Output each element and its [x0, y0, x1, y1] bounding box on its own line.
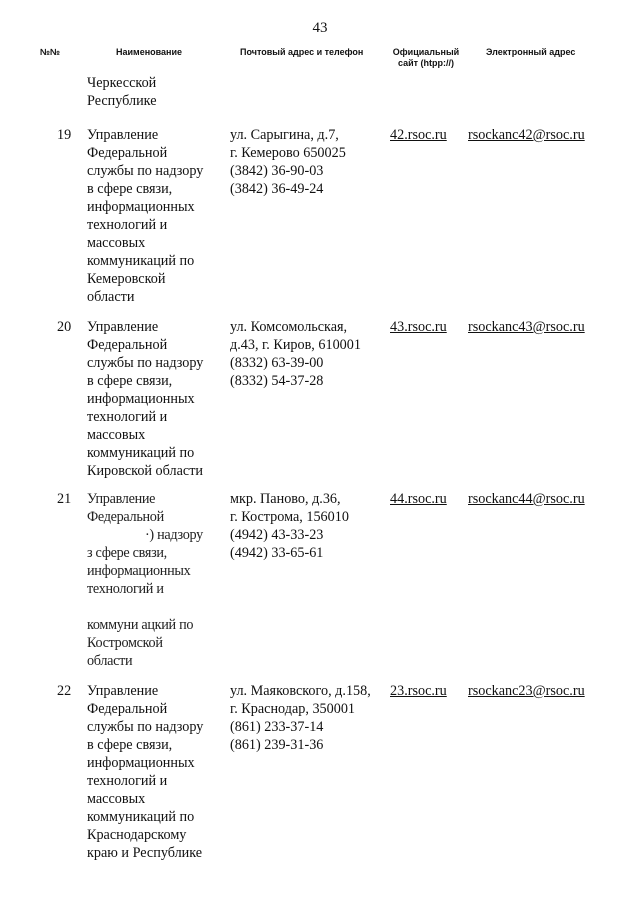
- name-line: Республике: [87, 93, 157, 109]
- name-line: информационных: [87, 391, 195, 407]
- row-number: 21: [57, 491, 72, 507]
- postal-address: [230, 682, 371, 754]
- name-line: технологий и: [87, 581, 164, 597]
- name-line: Управление: [87, 491, 156, 507]
- name-line: Федеральной: [87, 337, 168, 353]
- header-email: Электронный адрес: [486, 47, 576, 57]
- phone-line: (8332) 54-37-28: [230, 373, 324, 389]
- address-line: ул. Комсомольская,: [230, 319, 348, 335]
- address-line: ул. Сарыгина, д.7,: [230, 127, 339, 143]
- row-number: 19: [57, 127, 72, 143]
- name-line: Управление: [87, 683, 159, 699]
- name-line: в сфере связи,: [87, 737, 173, 753]
- name-line: Управление: [87, 319, 159, 335]
- header-site-line2: сайт (htpp://): [397, 58, 455, 68]
- name-line: коммуникаций по: [87, 253, 195, 269]
- name-line: Федеральной: [87, 145, 168, 161]
- name-line: области: [87, 653, 133, 669]
- address-line: д.43, г. Киров, 610001: [230, 337, 361, 353]
- name-line: службы по надзору: [87, 163, 204, 179]
- name-line: Федеральной: [87, 509, 164, 525]
- name-line: Костромской: [87, 635, 163, 651]
- name-line: Управление: [87, 127, 159, 143]
- email-link[interactable]: rsockanc44@rsoc.ru: [468, 491, 585, 507]
- phone-line: (3842) 36-90-03: [230, 163, 324, 179]
- postal-address: [230, 490, 349, 562]
- phone-line: (3842) 36-49-24: [230, 181, 324, 197]
- address-line: ул. Маяковского, д.158,: [230, 683, 371, 699]
- phone-line: (4942) 33-65-61: [230, 545, 324, 561]
- phone-line: (8332) 63-39-00: [230, 355, 324, 371]
- phone-line: (861) 233-37-14: [230, 719, 324, 735]
- organization-name: [87, 318, 203, 480]
- page-number: 43: [312, 20, 328, 36]
- organization-name: [87, 682, 203, 862]
- address-line: г. Кострома, 156010: [230, 509, 349, 525]
- name-line: службы по надзору: [87, 355, 204, 371]
- organization-name: [87, 490, 203, 670]
- website-link[interactable]: 44.rsoc.ru: [390, 491, 447, 507]
- email-link[interactable]: rsockanc42@rsoc.ru: [468, 127, 585, 143]
- continued-name-cell: [87, 74, 222, 110]
- name-line: технологий и: [87, 773, 168, 789]
- address-line: г. Краснодар, 350001: [230, 701, 356, 717]
- email-link[interactable]: rsockanc43@rsoc.ru: [468, 319, 585, 335]
- website-link[interactable]: 43.rsoc.ru: [390, 319, 447, 335]
- header-site: [382, 47, 470, 69]
- name-line: информационных: [87, 563, 191, 579]
- name-line: Краснодарскому: [87, 827, 187, 843]
- address-line: г. Кемерово 650025: [230, 145, 346, 161]
- name-line: массовых: [87, 427, 146, 443]
- header-address: Почтовый адрес и телефон: [240, 47, 364, 57]
- name-line: Кировской области: [87, 463, 203, 479]
- name-line: [87, 598, 203, 616]
- name-line: массовых: [87, 791, 146, 807]
- name-line: информационных: [87, 755, 195, 771]
- name-line: Кемеровской: [87, 271, 166, 287]
- name-line: технологий и: [87, 409, 168, 425]
- name-line: области: [87, 289, 135, 305]
- name-line: службы по надзору: [87, 719, 204, 735]
- name-line: краю и Республике: [87, 845, 203, 861]
- name-line: Черкесской: [87, 75, 157, 91]
- name-line: коммуни ацкий по: [87, 617, 194, 633]
- name-line: в сфере связи,: [87, 181, 173, 197]
- name-line: массовых: [87, 235, 146, 251]
- postal-address: [230, 318, 361, 390]
- website-link[interactable]: 42.rsoc.ru: [390, 127, 447, 143]
- name-line: коммуникаций по: [87, 809, 195, 825]
- website-link[interactable]: 23.rsoc.ru: [390, 683, 447, 699]
- header-name: Наименование: [116, 47, 183, 57]
- name-line: информационных: [87, 199, 195, 215]
- header-site-line1: Официальный: [392, 47, 460, 57]
- email-link[interactable]: rsockanc23@rsoc.ru: [468, 683, 585, 699]
- row-number: 20: [57, 319, 72, 335]
- name-line: в сфере связи,: [87, 373, 173, 389]
- row-number: 22: [57, 683, 72, 699]
- postal-address: [230, 126, 346, 198]
- name-line: коммуникаций по: [87, 445, 195, 461]
- name-line: з сфере связи,: [87, 545, 167, 561]
- address-line: мкр. Паново, д.36,: [230, 491, 341, 507]
- organization-name: [87, 126, 203, 306]
- name-line: Федеральной: [87, 701, 168, 717]
- header-number: №№: [40, 47, 61, 57]
- phone-line: (4942) 43-33-23: [230, 527, 324, 543]
- phone-line: (861) 239-31-36: [230, 737, 324, 753]
- name-line: технологий и: [87, 217, 168, 233]
- name-line: ·) надзору: [145, 527, 203, 543]
